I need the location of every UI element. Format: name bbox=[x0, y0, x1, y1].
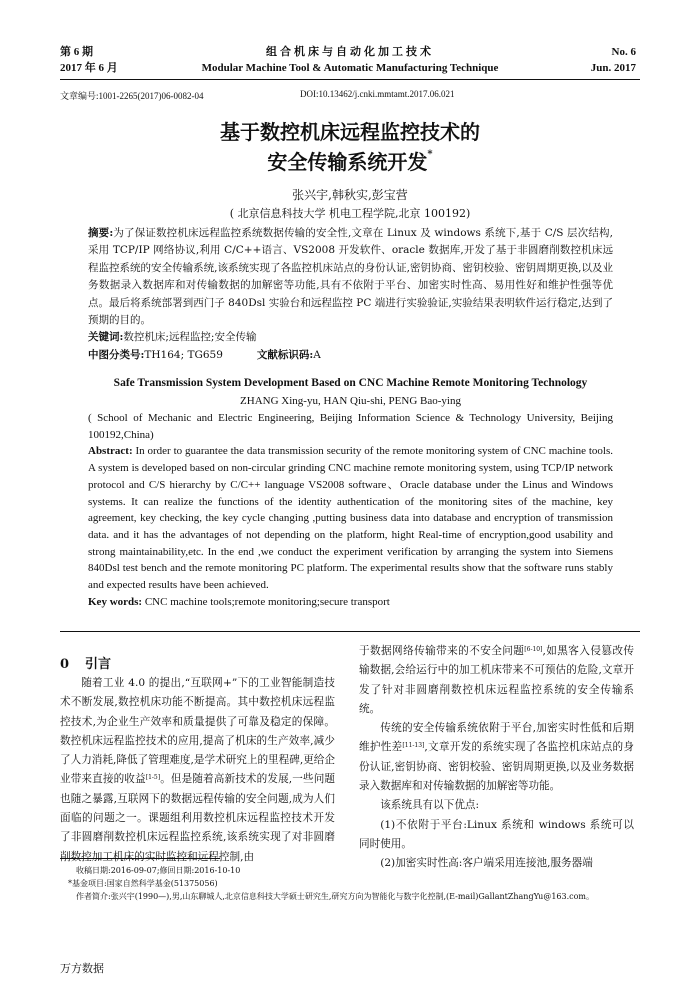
body-left-column bbox=[60, 674, 335, 867]
header-rule bbox=[60, 79, 640, 80]
text-run: 。但是随着高新技术的发展,一些问题也随之暴露,互联网下的数据远程传输的安全问题,成为人们面临的问题之一。课题组利用数控机床远程监控技术开发了非圆磨削数控机床远程监控系统,该系统实现了对非圆磨削数控加工机床的实时监控和远程控制,由 bbox=[60, 773, 336, 863]
text-run: 传统的安全传输系统依附于平台,加密实时性低和后期维护性差 bbox=[359, 722, 634, 754]
clc-label: 中图分类号: bbox=[88, 348, 145, 361]
footnote-fund: *基金项目:国家自然科学基金(51375056) bbox=[68, 879, 218, 888]
keywords-en: Key words: CNC machine tools;remote monitoring;secure transport bbox=[88, 595, 390, 608]
paragraph bbox=[60, 674, 335, 867]
authors-en: ZHANG Xing-yu, HAN Qiu-shi, PENG Bao-ying bbox=[240, 395, 461, 407]
abstract-cn-label: 摘要: bbox=[88, 227, 114, 239]
keywords-en-text: CNC machine tools;remote monitoring;secure transport bbox=[144, 595, 390, 608]
citation: [11-13] bbox=[402, 742, 425, 750]
paragraph-continued bbox=[359, 642, 634, 719]
keywords-cn-label: 关键词: bbox=[88, 331, 124, 344]
footnote-rule bbox=[60, 858, 220, 859]
title-line-1: 基于数控机床远程监控技术的 bbox=[220, 120, 480, 144]
doi: DOI:10.13462/j.cnki.mmtamt.2017.06.021 bbox=[300, 89, 455, 99]
journal-name bbox=[150, 44, 550, 76]
title-footnote-star: * bbox=[427, 149, 433, 160]
doc-code-label: 文献标识码: bbox=[256, 348, 314, 361]
footnote-bio: 作者简介:张兴宇(1990—),男,山东聊城人,北京信息科技大学硕士研究生,研究方向为智能化与数字化控制,(E-mail)GallantZhangYu@163.com。 bbox=[76, 892, 595, 901]
watermark: 万方数据 bbox=[60, 962, 104, 975]
abstract-cn-text: 为了保证数控机床远程监控系统数据传输的安全性,文章在 Linux 及 windows 系统下,基于 C/S 层次结构,采用 TCP/IP 网络协议,利用 C/C++语言、VS2008 开发软件、oracle 数据库,开发了基于非圆磨削数控机床远程监控系统的安全传输系统,该系统实现了各监控机床站点的身份认证,密钥协商、密钥校验、密钥周期更换,以及业务数据录入数据库和对传输数据的加解密等功能,具有不依附于平台、加密实时性高、易用性好和维护性强等优点。最后将系统部署到西门子 840Dsl 实验台和远程监控 PC 端进行实验验证,实验结果表明软件运行稳定,达到了预期的目的。 bbox=[88, 227, 613, 327]
abstract-cn bbox=[88, 225, 613, 364]
citation: [6-10] bbox=[524, 646, 543, 653]
footnote-received: 收稿日期:2016-09-07;修回日期:2016-10-10 bbox=[76, 866, 241, 875]
text-run: 随着工业 4.0 的提出,“互联网+”下的工业智能制造技术不断发展,数控机床功能不断提高。其中数控机床远程监控技术,为企业生产效率和质量提供了可靠及稳定的保障。数控机床远程监控技术的应用,提高了机床的生产效率,减少了人力消耗,降低了管理难度,是学术研究上的里程碑,更给企业带来直接的收益 bbox=[60, 677, 335, 786]
issue-cn: 第 6 期 bbox=[60, 46, 93, 58]
keywords-en-label: Key words bbox=[88, 595, 139, 608]
issue-en: No. 6 bbox=[611, 46, 636, 58]
clc-value: TH164; TG659 bbox=[144, 348, 223, 361]
article-number: 文章编号:1001-2265(2017)06-0082-04 bbox=[60, 91, 204, 101]
affiliation-cn: ( 北京信息科技大学 机电工程学院,北京 100192) bbox=[229, 207, 471, 220]
abstract-divider bbox=[60, 631, 640, 632]
text-run: ,文章开发的系统实现了各监控机床站点的身份认证,密钥协商、密钥校验、密钥周期更换,以及业务数据录入数据库和对传输数据的加解密等功能。 bbox=[359, 741, 634, 793]
text-run: ,如黑客入侵篡改传输数据,会给运行中的加工机床带来不可预估的危险,文章开发了针对非圆磨削数控机床远程监控系统的安全传输系统。 bbox=[359, 645, 634, 715]
english-abstract-block bbox=[88, 410, 613, 610]
section-heading bbox=[60, 653, 111, 672]
body-right-column bbox=[359, 642, 634, 874]
citation: [1-5] bbox=[145, 774, 161, 782]
text-run: 于数据网络传输带来的不安全问题 bbox=[359, 645, 525, 657]
authors-cn: 张兴宇,韩秋实,彭宝营 bbox=[292, 188, 408, 202]
footnotes bbox=[68, 864, 636, 903]
running-header-right bbox=[591, 44, 636, 76]
classification-line bbox=[88, 347, 613, 364]
abstract-en-text: In order to guarantee the data transmission security of the remote monitoring system of CNC machine tools. A system is developed based on non-circular grinding CNC machine remote monitoring system, using TCP/IP network protocol and C/S hierarchy by C/C++ language VS2008 software、Oracle database under the Linus and Windows systems. It can realize the functions of the identity authentication of the monitoring sites of the machine, key agreement, key checking, the key cycle changing ,putting business data into database and encryption of transmission data. and it has the advantages of not depending on the platform, hight Real-time of encryption,good usability and strong maintainability,etc. In the end ,we conduct the experiment verification by arranging the system into Siemens 840Dsl test bench and the remote monitoring PC platform. The experimental results show that the software runs stably and expected results have been achieved. bbox=[88, 445, 613, 592]
title-en: Safe Transmission System Development Based on CNC Machine Remote Monitoring Technology bbox=[113, 377, 588, 389]
section-number: 0 bbox=[60, 657, 70, 672]
running-header-left bbox=[60, 44, 118, 76]
paragraph: 该系统具有以下优点: bbox=[380, 799, 480, 812]
doc-code-value: A bbox=[313, 348, 321, 361]
section-title: 引言 bbox=[85, 657, 112, 672]
list-item: (1)不依附于平台:Linux 系统和 windows 系统可以同时使用。 bbox=[359, 818, 634, 850]
abstract-en: Abstract: In order to guarantee the data transmission security of the remote monitoring system of CNC machine tools. A system is developed based on non-circular grinding CNC machine remote monitoring system, using TCP/IP network protocol and C/S hierarchy by C/C++ language VS2008 software、Oracle database under the Linus and Windows systems. It can realize the functions of the identity authentication of the monitoring sites of the machine, key agreement, key checking, the key cycle changing ,putting business data into database and encryption of transmission data. and it has the advantages of not depending on the platform, hight Real-time of encryption,good usability and strong maintainability,etc. In the end ,we conduct the experiment verification by arranging the system into Siemens 840Dsl test bench and the remote monitoring PC platform. The experimental results show that the software runs stably and expected results have been achieved. bbox=[88, 445, 613, 592]
date-en: Jun. 2017 bbox=[590, 62, 636, 74]
journal-name-cn: 组合机床与自动化加工技术 bbox=[266, 45, 434, 58]
affiliation-en: ( School of Mechanic and Electric Engineering, Beijing Information Science & Technology University, Beijing 100192,China) bbox=[88, 412, 613, 441]
abstract-en-label: Abstract bbox=[88, 445, 129, 458]
title-line-2-text: 安全传输系统开发 bbox=[267, 150, 428, 174]
journal-name-en: Modular Machine Tool & Automatic Manufacturing Technique bbox=[201, 62, 499, 74]
title-line-2 bbox=[0, 148, 700, 177]
keywords-cn bbox=[88, 329, 613, 346]
keywords-cn-text: 数控机床;远程监控;安全传输 bbox=[123, 331, 257, 344]
paragraph bbox=[359, 719, 634, 796]
date-cn: 2017 年 6 月 bbox=[60, 62, 118, 74]
list-item: (2)加密实时性高:客户端采用连接池,服务器端 bbox=[380, 857, 593, 870]
